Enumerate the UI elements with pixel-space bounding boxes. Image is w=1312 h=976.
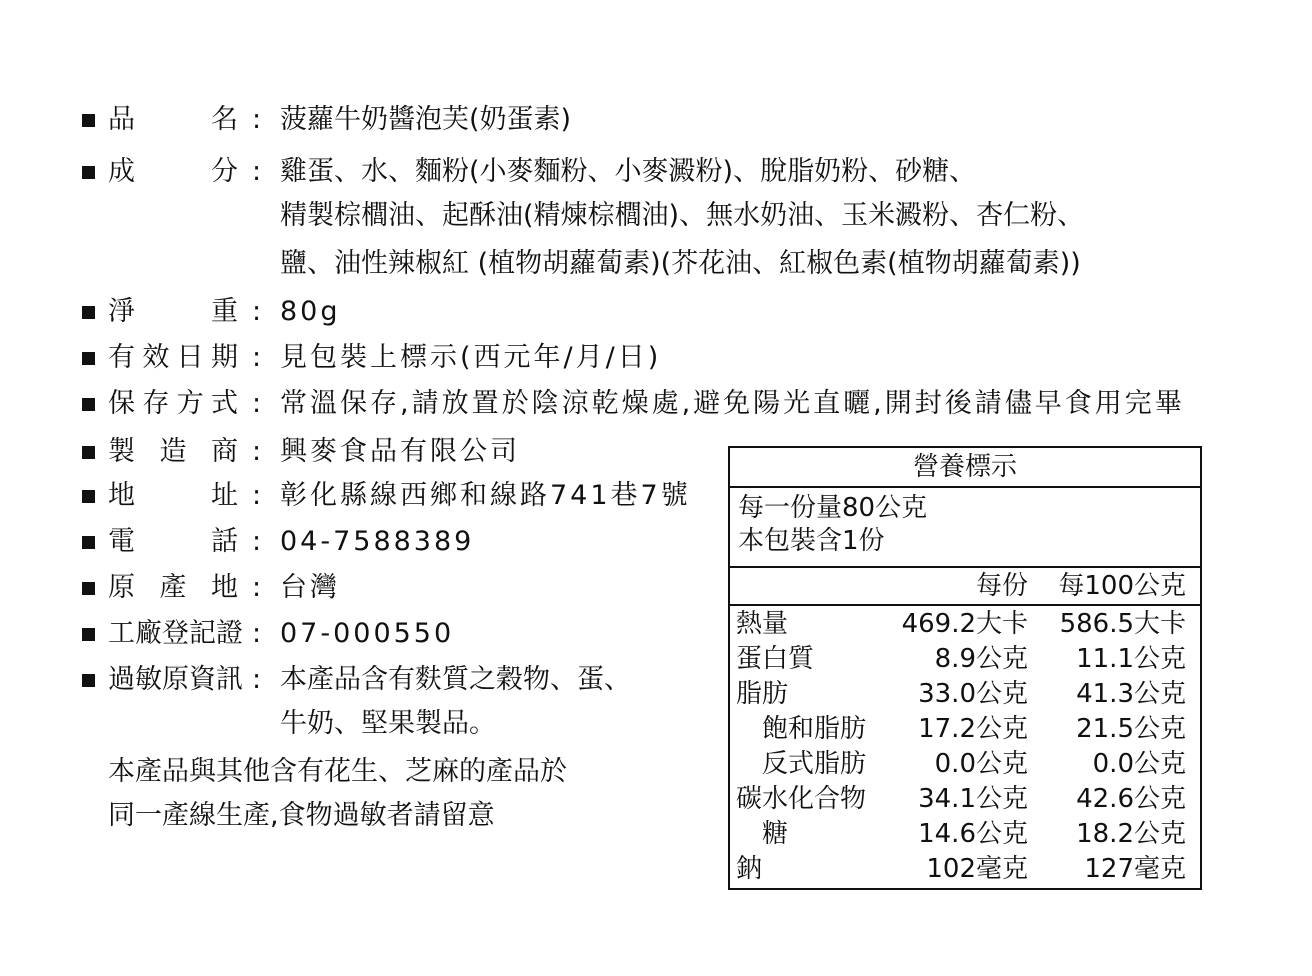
bullet-icon <box>82 352 95 365</box>
nutrient-name: 蛋白質 <box>736 644 815 674</box>
info-value: 常溫保存,請放置於陰涼乾燥處,避免陽光直曬,開封後請儘早食用完畢 <box>280 388 1185 419</box>
info-value: 雞蛋、水、麵粉(小麥麵粉、小麥澱粉)、脫脂奶粉、砂糖、 <box>280 156 977 187</box>
bullet-icon <box>82 582 95 595</box>
info-label <box>108 476 238 516</box>
col-per-100g: 每100公克 <box>1058 571 1186 601</box>
nutrient-per-100g: 0.0公克 <box>1092 749 1186 779</box>
info-label-char: 商 <box>211 436 238 467</box>
nutrient-name: 反式脂肪 <box>762 749 867 779</box>
nutrient-per-100g: 11.1公克 <box>1076 644 1186 674</box>
info-value: 見包裝上標示(西元年/月/日) <box>280 342 662 373</box>
info-value: 彰化縣線西鄉和線路741巷7號 <box>280 480 691 511</box>
info-colon: : <box>252 436 262 467</box>
info-value: 07-000550 <box>280 618 455 649</box>
note-line: 本產品與其他含有花生、芝麻的產品於 <box>108 756 567 787</box>
nutrition-row <box>730 678 1200 713</box>
info-value-continued: 精製棕櫚油、起酥油(精煉棕櫚油)、無水奶油、玉米澱粉、杏仁粉、 <box>280 200 1085 231</box>
info-value: 04-7588389 <box>280 526 475 557</box>
info-label <box>108 614 243 654</box>
bullet-icon <box>82 114 95 127</box>
nutrient-per-serving: 34.1公克 <box>918 784 1028 814</box>
info-label-char: 式 <box>210 388 238 419</box>
info-label-char: 重 <box>211 296 238 327</box>
info-label-char: 方 <box>176 388 204 419</box>
nutrient-per-serving: 469.2大卡 <box>901 609 1028 639</box>
bullet-icon <box>82 446 95 459</box>
nutrient-per-100g: 41.3公克 <box>1076 679 1186 709</box>
nutrient-per-serving: 17.2公克 <box>918 714 1028 744</box>
info-colon: : <box>252 156 262 187</box>
info-label-char: 過敏原資訊 <box>108 664 243 695</box>
nutrient-name: 鈉 <box>736 854 763 884</box>
info-value: 菠蘿牛奶醬泡芙(奶蛋素) <box>280 104 572 135</box>
nutrient-per-serving: 102毫克 <box>926 854 1028 884</box>
bullet-icon <box>82 628 95 641</box>
info-value: 本產品含有麩質之穀物、蛋、 <box>280 664 631 695</box>
info-label-char: 產 <box>159 572 187 603</box>
info-label-char: 存 <box>142 388 170 419</box>
info-label-char: 分 <box>211 156 238 187</box>
info-label <box>108 152 238 192</box>
info-label-char: 日 <box>176 342 204 373</box>
nutrition-title: 營養標示 <box>730 448 1200 488</box>
info-colon: : <box>252 104 262 135</box>
info-label-char: 址 <box>211 480 238 511</box>
info-label-char: 造 <box>159 436 187 467</box>
bullet-icon <box>82 536 95 549</box>
bullet-icon <box>82 398 95 411</box>
nutrient-name: 熱量 <box>736 609 789 639</box>
nutrient-per-100g: 586.5大卡 <box>1059 609 1186 639</box>
info-label-char: 工廠登記證 <box>108 618 243 649</box>
nutrient-per-100g: 42.6公克 <box>1076 784 1186 814</box>
info-label-char: 有 <box>108 342 135 373</box>
nutrition-row <box>730 853 1200 888</box>
note-line: 同一產線生產,食物過敏者請留意 <box>108 800 495 831</box>
nutrition-row <box>730 783 1200 818</box>
info-value: 台灣 <box>280 572 340 603</box>
info-label <box>108 568 238 608</box>
info-label <box>108 522 238 562</box>
info-colon: : <box>252 572 262 603</box>
info-label-char: 期 <box>210 342 238 373</box>
bullet-icon <box>82 306 95 319</box>
info-label-char: 保 <box>108 388 135 419</box>
nutrient-per-100g: 21.5公克 <box>1076 714 1186 744</box>
info-label-char: 淨 <box>108 296 135 327</box>
info-label-char: 地 <box>211 572 238 603</box>
nutrition-body <box>730 606 1200 888</box>
nutrition-row <box>730 818 1200 853</box>
nutrition-row <box>730 748 1200 783</box>
nutrient-per-serving: 14.6公克 <box>918 819 1028 849</box>
info-label <box>108 100 238 140</box>
info-label-char: 電 <box>108 526 135 557</box>
nutrient-name: 飽和脂肪 <box>762 714 867 744</box>
col-per-serving: 每份 <box>975 571 1028 601</box>
info-label-char: 話 <box>211 526 238 557</box>
info-label <box>108 432 238 472</box>
info-colon: : <box>252 480 262 511</box>
nutrition-row <box>730 643 1200 678</box>
nutrient-name: 脂肪 <box>736 679 789 709</box>
info-colon: : <box>252 618 262 649</box>
nutrient-per-100g: 127毫克 <box>1084 854 1186 884</box>
nutrition-row <box>730 608 1200 643</box>
info-label-char: 成 <box>108 156 135 187</box>
nutrient-name: 糖 <box>762 819 789 849</box>
info-colon: : <box>252 526 262 557</box>
info-label-char: 製 <box>108 436 135 467</box>
info-colon: : <box>252 664 262 695</box>
info-colon: : <box>252 342 262 373</box>
info-value: 80g <box>280 296 341 327</box>
nutrition-serving <box>730 488 1200 568</box>
nutrition-table <box>728 446 1202 890</box>
nutrient-name: 碳水化合物 <box>736 784 867 814</box>
info-label-char: 地 <box>108 480 135 511</box>
nutrition-header <box>730 568 1200 606</box>
info-value-continued: 牛奶、堅果製品。 <box>280 708 496 739</box>
bullet-icon <box>82 166 95 179</box>
info-label-char: 名 <box>211 104 238 135</box>
info-colon: : <box>252 388 262 419</box>
info-label-char: 原 <box>108 572 135 603</box>
info-value: 興麥食品有限公司 <box>280 436 520 467</box>
info-label-char: 品 <box>108 104 135 135</box>
info-label <box>108 338 238 378</box>
info-label <box>108 660 243 700</box>
servings-per-package: 本包裝含1份 <box>738 526 885 556</box>
nutrient-per-serving: 0.0公克 <box>934 749 1028 779</box>
info-colon: : <box>252 296 262 327</box>
nutrient-per-serving: 33.0公克 <box>918 679 1028 709</box>
info-label <box>108 384 238 424</box>
bullet-icon <box>82 490 95 503</box>
info-label-char: 效 <box>142 342 170 373</box>
nutrition-row <box>730 713 1200 748</box>
nutrient-per-100g: 18.2公克 <box>1076 819 1186 849</box>
info-value-continued: 鹽、油性辣椒紅 (植物胡蘿蔔素)(芥花油、紅椒色素(植物胡蘿蔔素)) <box>280 248 1081 279</box>
serving-size: 每一份量80公克 <box>738 493 928 523</box>
info-label <box>108 292 238 332</box>
nutrient-per-serving: 8.9公克 <box>934 644 1028 674</box>
bullet-icon <box>82 674 95 687</box>
